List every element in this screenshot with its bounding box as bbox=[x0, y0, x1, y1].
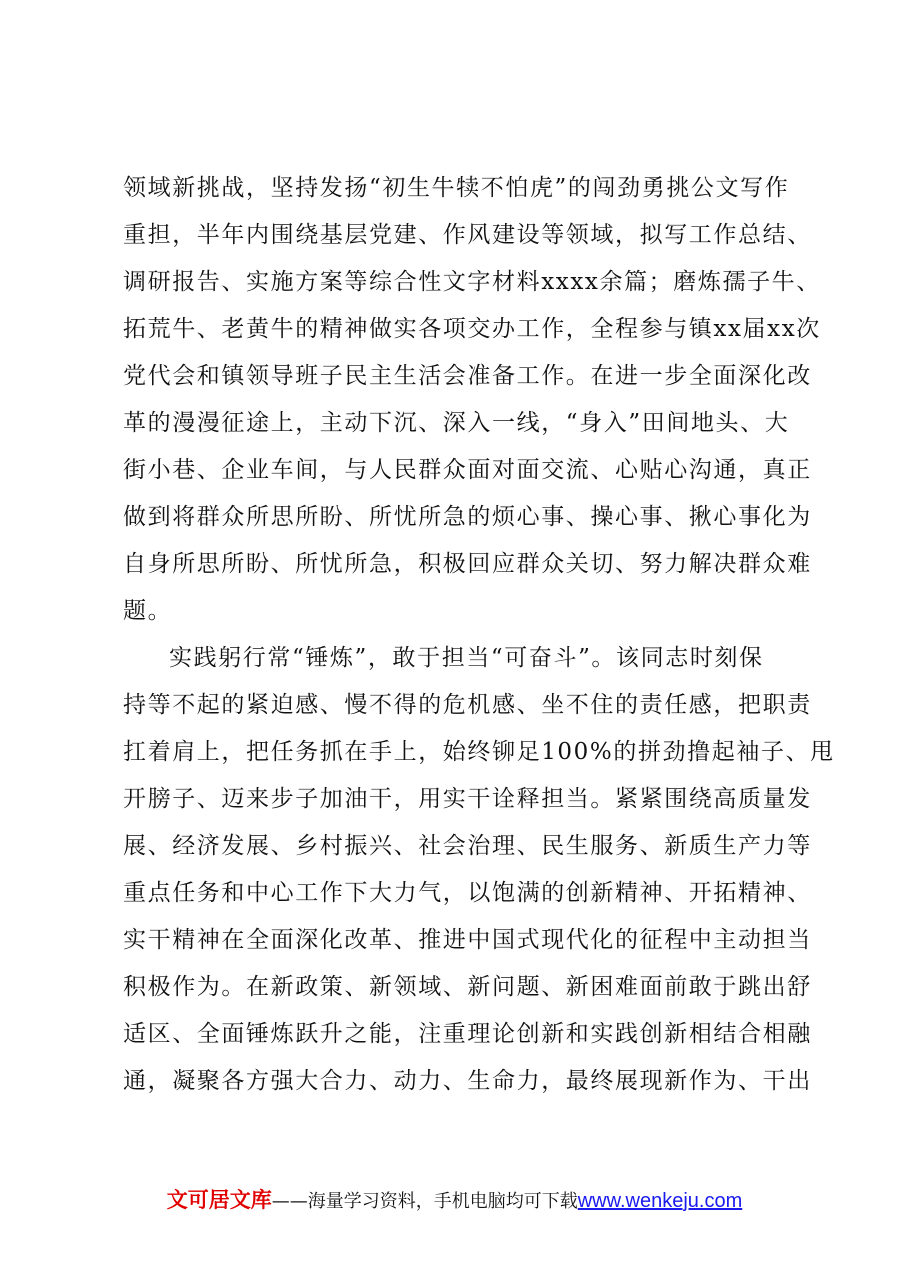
paragraph-start-line: 实践躬行常“锤炼”，敢于担当“可奋斗”。该同志时刻保 bbox=[169, 645, 764, 671]
text-line: 重点任务和中心工作下大力气，以饱满的创新精神、开拓精神、 bbox=[123, 880, 812, 906]
text-line: 革的漫漫征途上，主动下沉、深入一线，“身入”田间地头、大 bbox=[123, 410, 790, 436]
document-body bbox=[123, 165, 835, 1105]
text-line: 做到将群众所思所盼、所忧所急的烦心事、操心事、揪心事化为 bbox=[123, 504, 812, 530]
text-line: 重担，半年内围绕基层党建、作风建设等领域，拟写工作总结、 bbox=[123, 222, 812, 248]
text-line: 党代会和镇领导班子民主生活会准备工作。在进一步全面深化改 bbox=[123, 363, 812, 389]
text-line: 拓荒牛、老黄牛的精神做实各项交办工作，全程参与镇xx届xx次 bbox=[123, 316, 821, 342]
text-line: 开膀子、迈来步子加油干，用实干诠释担当。紧紧围绕高质量发 bbox=[123, 786, 812, 812]
text-line: 展、经济发展、乡村振兴、社会治理、民生服务、新质生产力等 bbox=[123, 833, 812, 859]
text-line: 持等不起的紧迫感、慢不得的危机感、坐不住的责任感，把职责 bbox=[123, 692, 812, 718]
text-line: 自身所思所盼、所忧所急，积极回应群众关切、努力解决群众难 bbox=[123, 551, 812, 577]
text-line: 调研报告、实施方案等综合性文字材料xxxx余篇；磨炼孺子牛、 bbox=[123, 269, 821, 295]
website-link[interactable]: www.wenkeju.com bbox=[577, 1190, 743, 1212]
text-line: 适区、全面锤炼跃升之能，注重理论创新和实践创新相结合相融 bbox=[123, 1021, 812, 1047]
text-line: 扛着肩上，把任务抓在手上，始终铆足100%的拼劲撸起袖子、甩 bbox=[123, 739, 835, 765]
text-line: 通，凝聚各方强大合力、动力、生命力，最终展现新作为、干出 bbox=[123, 1068, 812, 1094]
text-line: 领域新挑战，坚持发扬“初生牛犊不怕虎”的闯劲勇挑公文写作 bbox=[123, 175, 790, 201]
text-line: 实干精神在全面深化改革、推进中国式现代化的征程中主动担当 bbox=[123, 927, 812, 953]
brand-name: 文可居文库 bbox=[166, 1188, 272, 1212]
text-line: 街小巷、企业车间，与人民群众面对面交流、心贴心沟通，真正 bbox=[123, 457, 812, 483]
footer-tagline: ——海量学习资料，手机电脑均可下载 bbox=[271, 1191, 578, 1212]
text-line: 题。 bbox=[123, 598, 173, 624]
text-line: 积极作为。在新政策、新领域、新问题、新困难面前敢于跳出舒 bbox=[123, 974, 812, 1000]
footer-banner bbox=[0, 1184, 909, 1214]
